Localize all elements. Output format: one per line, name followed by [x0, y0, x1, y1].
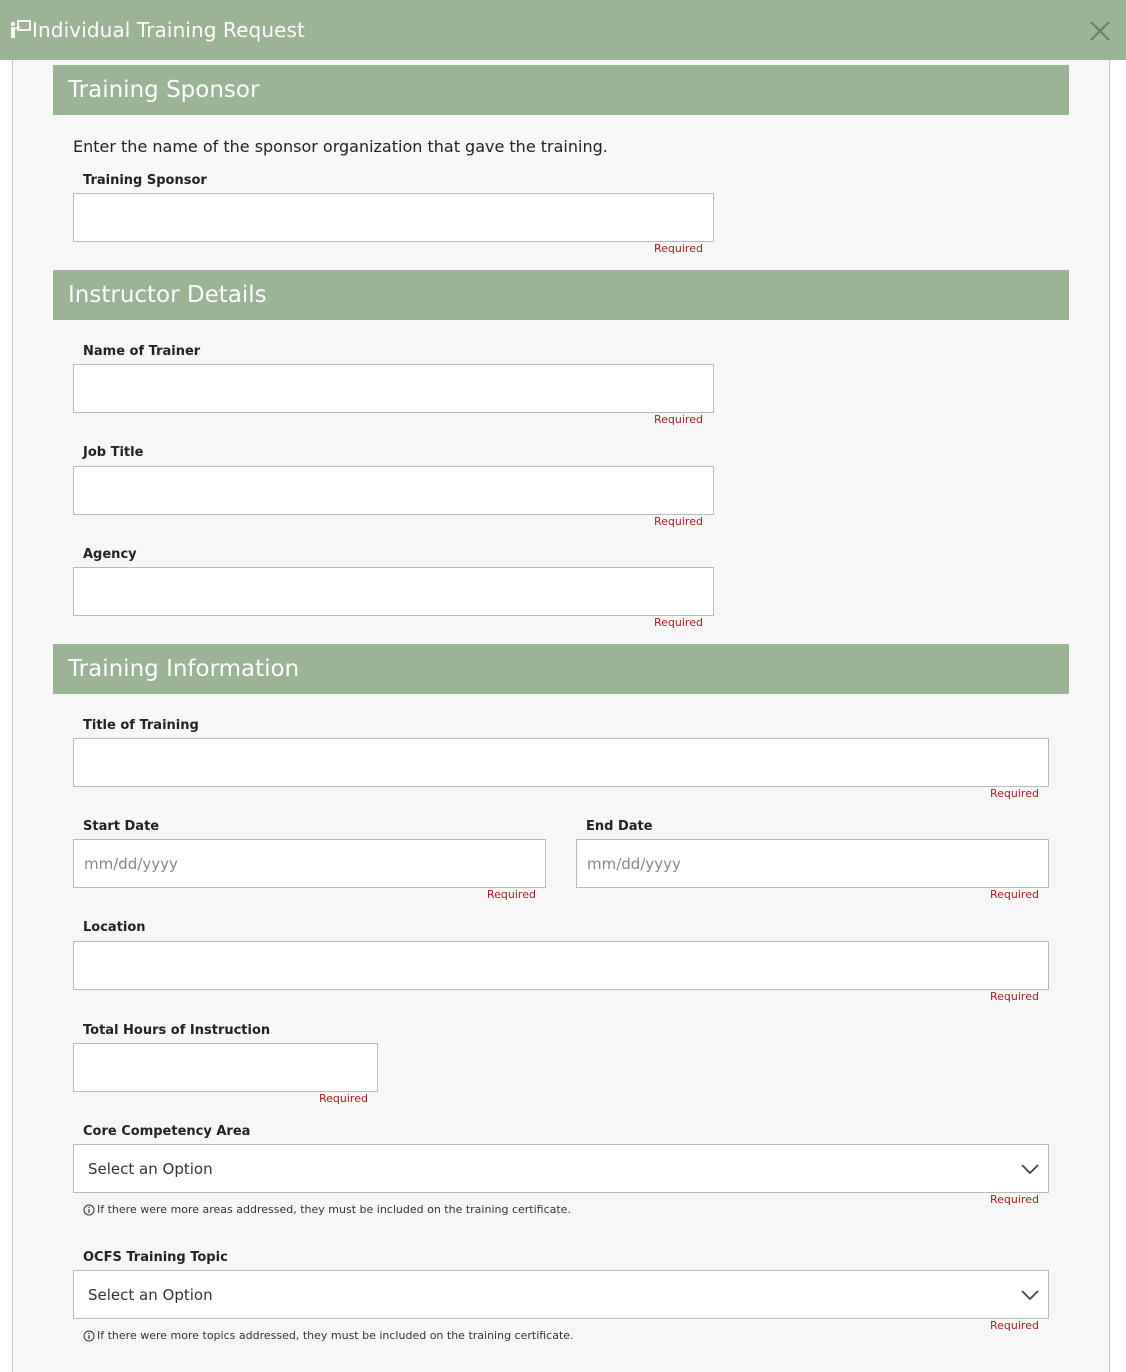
- close-icon[interactable]: [1088, 19, 1112, 43]
- core-competency-label: Core Competency Area: [83, 1124, 251, 1139]
- section-header-training-information: Training Information: [53, 644, 1069, 694]
- end-date-input[interactable]: [576, 839, 1049, 888]
- start-date-input[interactable]: [73, 839, 546, 888]
- end-date-required: Required: [990, 888, 1039, 901]
- job-title-label: Job Title: [83, 445, 144, 460]
- section-header-training-sponsor: Training Sponsor: [53, 65, 1069, 115]
- ocfs-topic-label: OCFS Training Topic: [83, 1250, 228, 1265]
- ocfs-topic-selected: Select an Option: [88, 1285, 213, 1304]
- trainer-name-required: Required: [654, 413, 703, 426]
- chevron-down-icon: [1020, 1286, 1040, 1304]
- job-title-required: Required: [654, 515, 703, 528]
- total-hours-required: Required: [319, 1092, 368, 1105]
- trainer-name-input[interactable]: [73, 364, 714, 413]
- training-title-required: Required: [990, 787, 1039, 800]
- job-title-input[interactable]: [73, 466, 714, 515]
- training-sponsor-input[interactable]: [73, 193, 714, 242]
- total-hours-label: Total Hours of Instruction: [83, 1023, 271, 1038]
- core-competency-selected: Select an Option: [88, 1159, 213, 1178]
- ocfs-topic-hint: [83, 1329, 574, 1342]
- person-board-icon: [8, 18, 32, 42]
- ocfs-topic-select[interactable]: [73, 1270, 1049, 1319]
- ocfs-topic-hint-text: If there were more topics addressed, they must be included on the training certificate.: [97, 1329, 574, 1342]
- core-competency-required: Required: [990, 1193, 1039, 1206]
- location-input[interactable]: [73, 941, 1049, 990]
- agency-input[interactable]: [73, 567, 714, 616]
- modal-title: Individual Training Request: [32, 18, 305, 42]
- section-header-instructor-details: Instructor Details: [53, 270, 1069, 320]
- agency-label: Agency: [83, 547, 137, 562]
- info-icon: [83, 1204, 95, 1216]
- start-date-label: Start Date: [83, 819, 160, 834]
- info-icon: [83, 1330, 95, 1342]
- training-sponsor-required: Required: [654, 242, 703, 255]
- core-competency-hint-text: If there were more areas addressed, they must be included on the training certificate.: [97, 1203, 571, 1216]
- start-date-required: Required: [487, 888, 536, 901]
- location-label: Location: [83, 920, 146, 935]
- core-competency-select[interactable]: [73, 1144, 1049, 1193]
- trainer-name-label: Name of Trainer: [83, 344, 201, 359]
- modal-title-bar: [0, 0, 1126, 60]
- chevron-down-icon: [1020, 1160, 1040, 1178]
- sponsor-intro-text: Enter the name of the sponsor organization that gave the training.: [73, 137, 608, 156]
- core-competency-hint: [83, 1203, 571, 1216]
- total-hours-input[interactable]: [73, 1043, 378, 1092]
- location-required: Required: [990, 990, 1039, 1003]
- ocfs-topic-required: Required: [990, 1319, 1039, 1332]
- training-sponsor-label: Training Sponsor: [83, 173, 207, 188]
- end-date-label: End Date: [586, 819, 653, 834]
- agency-required: Required: [654, 616, 703, 629]
- training-title-input[interactable]: [73, 738, 1049, 787]
- training-title-label: Title of Training: [83, 718, 199, 733]
